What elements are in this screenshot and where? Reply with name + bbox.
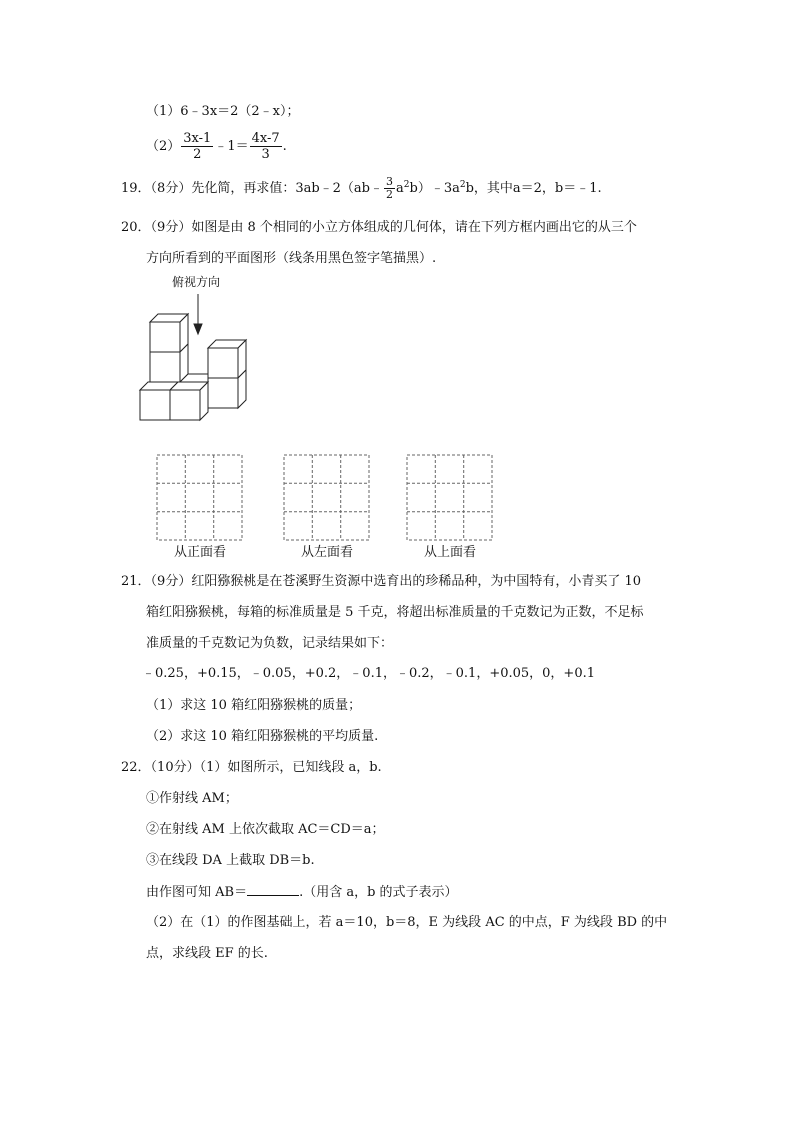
q22-result-b: .（用含 a，b 的式子表示）	[299, 885, 458, 900]
q22-step3: ③在线段 DA 上截取 DB＝b.	[146, 853, 315, 868]
q19-text-c: b）﹣3a	[409, 181, 460, 196]
caption-left-view: 从左面看	[300, 545, 353, 560]
q19-fraction-num: 3	[386, 175, 393, 188]
q18-fraction-left	[181, 131, 213, 162]
q21-part1: （1）求这 10 箱红阳猕猴桃的质量；	[146, 698, 362, 713]
q19-fraction	[384, 176, 395, 201]
cube-front-face	[150, 322, 180, 352]
q19-text-d: b，其中a＝2，b＝﹣1.	[465, 181, 602, 196]
q22-step1: ①作射线 AM；	[146, 791, 238, 806]
q22-result-a: 由作图可知 AB＝	[146, 885, 248, 900]
q18-fraction-left-num: 3x-1	[183, 131, 212, 146]
top-view-grid[interactable]	[406, 454, 494, 542]
q22-line1: 22．（10分）（1）如图所示，已知线段 a，b.	[121, 760, 382, 775]
q20-line2: 方向所看到的平面图形（线条用黑色签字笔描黑）.	[146, 251, 437, 266]
cube-front-face	[208, 348, 238, 378]
q21-data: ﹣0.25，+0.15，﹣0.05，+0.2，﹣0.1，﹣0.2，﹣0.1，+0.05，0，+0.1	[142, 666, 595, 681]
q18-fraction-right-num: 4x-7	[251, 131, 280, 146]
q22-part2-line1: （2）在（1）的作图基础上，若 a＝10，b＝8，E 为线段 AC 的中点，F 为线段 BD 的中	[146, 915, 668, 930]
cube-front-face	[150, 352, 180, 382]
q19-sup1: 2	[403, 180, 410, 190]
q22-part2-line2: 点，求线段 EF 的长.	[146, 946, 268, 961]
q19-text-a: 19．（8分）先化简，再求值：3ab﹣2（ab﹣	[121, 181, 383, 196]
cube-front-face	[170, 390, 200, 420]
front-view-grid[interactable]	[156, 454, 244, 542]
q19-sup2: 2	[459, 180, 466, 190]
cube-front-face	[140, 390, 170, 420]
answer-blank[interactable]	[247, 883, 299, 896]
q22-step2: ②在射线 AM 上依次截取 AC＝CD＝a；	[146, 822, 385, 837]
q21-line3: 准质量的千克数记为负数，记录结果如下：	[146, 636, 394, 651]
q19-text	[121, 174, 602, 204]
q22-result	[146, 883, 458, 902]
q21-line2: 箱红阳猕猴桃，每箱的标准质量是 5 千克，将超出标准质量的千克数记为正数，不足标	[146, 605, 644, 620]
q21-part2: （2）求这 10 箱红阳猕猴桃的平均质量.	[146, 729, 379, 744]
direction-arrow-head	[194, 324, 202, 334]
q18-part2-end: .	[282, 139, 287, 154]
q18-part2	[146, 130, 287, 164]
cube-figure	[130, 290, 260, 430]
q18-part2-mid: ﹣1＝	[214, 139, 249, 154]
q21-line1: 21．（9分）红阳猕猴桃是在苍溪野生资源中选育出的珍稀品种，为中国特有，小青买了 10	[121, 574, 641, 589]
q18-fraction-right-den: 3	[261, 147, 270, 162]
q18-part2-label: （2）	[146, 139, 181, 154]
caption-front-view: 从正面看	[173, 545, 226, 560]
q18-fraction-right	[250, 131, 282, 162]
q20-line1: 20．（9分）如图是由 8 个相同的小立方体组成的几何体，请在下列方框内画出它的从三个	[121, 220, 637, 235]
q19-text-b: a	[396, 181, 404, 196]
caption-top-view: 从上面看	[423, 545, 476, 560]
q18-part1: （1）6﹣3x＝2（2﹣x）；	[146, 104, 300, 119]
view-direction-label: 俯视方向	[172, 275, 221, 289]
q18-fraction-left-den: 2	[193, 147, 202, 162]
cube-front-face	[208, 378, 238, 408]
left-view-grid[interactable]	[283, 454, 371, 542]
q19-fraction-den: 2	[386, 188, 393, 201]
